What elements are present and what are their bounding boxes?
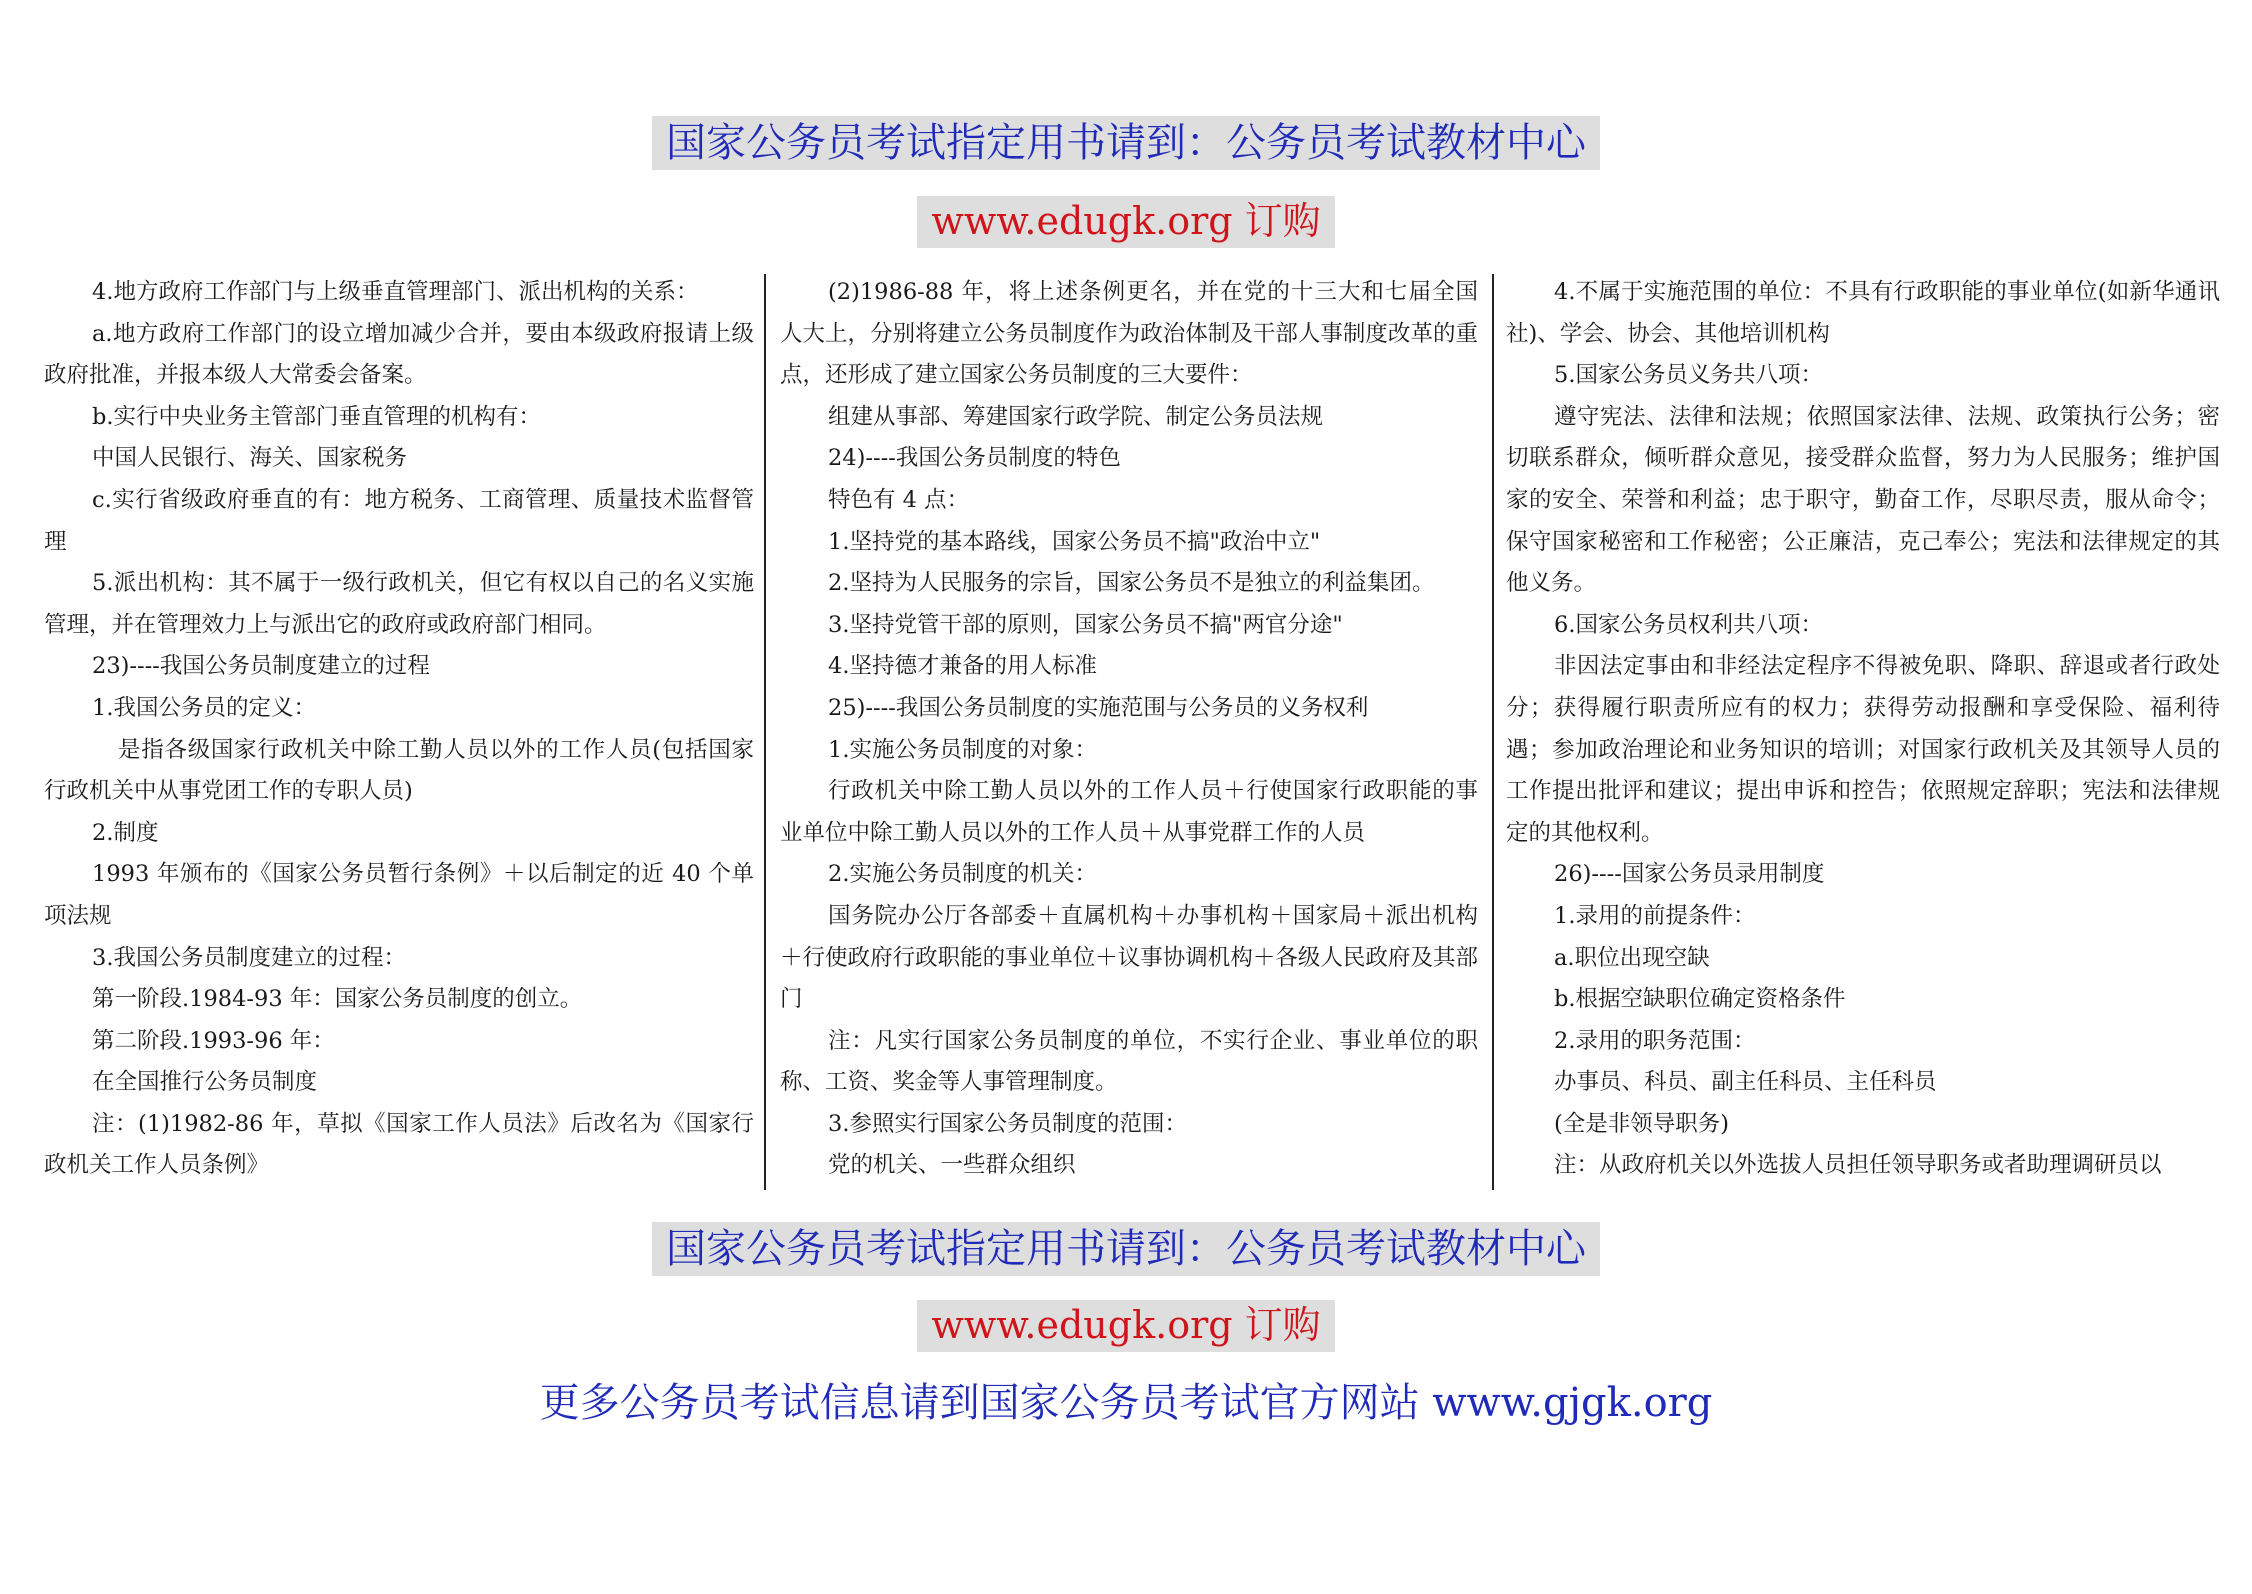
paragraph: 4.地方政府工作部门与上级垂直管理部门、派出机构的关系： xyxy=(92,279,699,305)
paragraph: 6.国家公务员权利共八项： xyxy=(1554,611,1823,638)
column-left xyxy=(44,272,754,1192)
paragraph: 5.国家公务员义务共八项： xyxy=(1554,362,1823,389)
paragraph: 3.坚持党管干部的原则，国家公务员不搞"两官分途" xyxy=(828,611,1343,638)
footer-banner-url xyxy=(0,1300,2252,1352)
section-heading: 24)----我国公务员制度的特色 xyxy=(828,445,1121,472)
paragraph: 3.参照实行国家公务员制度的范围： xyxy=(828,1110,1187,1137)
paragraph: b.实行中央业务主管部门垂直管理的机构有： xyxy=(92,403,542,430)
footer-banner-title xyxy=(0,1222,2252,1276)
paragraph: 党的机关、一些群众组织 xyxy=(828,1152,1076,1179)
footer-more-info xyxy=(0,1378,2252,1428)
column-divider xyxy=(764,274,766,1190)
paragraph: 组建从事部、筹建国家行政学院、制定公务员法规 xyxy=(828,403,1324,430)
paragraph: 1.坚持党的基本路线，国家公务员不搞"政治中立" xyxy=(828,528,1321,555)
paragraph: 2.录用的职务范围： xyxy=(1554,1027,1756,1054)
paragraph: 4.不属于实施范围的单位：不具有行政职能的事业单位(如新华通讯社)、学会、协会、其他培训机构 xyxy=(1506,279,2220,347)
paragraph: a.职位出现空缺 xyxy=(1554,944,1710,971)
column-middle xyxy=(780,272,1478,1192)
header-banner-url xyxy=(0,196,2252,248)
paragraph: 中国人民银行、海关、国家税务 xyxy=(92,445,408,472)
paragraph: 3.我国公务员制度建立的过程： xyxy=(92,944,406,971)
paragraph: 第一阶段.1984-93 年：国家公务员制度的创立。 xyxy=(92,986,583,1013)
paragraph: b.根据空缺职位确定资格条件 xyxy=(1554,986,1846,1013)
paragraph: 注：从政府机关以外选拔人员担任领导职务或者助理调研员以 xyxy=(1554,1152,2162,1179)
paragraph: 2.实施公务员制度的机关： xyxy=(828,861,1097,888)
paragraph: 非因法定事由和非经法定程序不得被免职、降职、辞退或者行政处分；获得履行职责所应有的权力；获得劳动报酬和享受保险、福利待遇；参加政治理论和业务知识的培训；对国家行政机关及其领导人员的工作提出批评和建议；提出申诉和控告；依照规定辞职；宪法和法律规定的其他权利。 xyxy=(1506,653,2220,846)
paragraph: 行政机关中除工勤人员以外的工作人员＋行使国家行政职能的事业单位中除工勤人员以外的工作人员＋从事党群工作的人员 xyxy=(780,778,1478,846)
paragraph: c.实行省级政府垂直的有：地方税务、工商管理、质量技术监督管理 xyxy=(44,486,754,555)
header-banner-title xyxy=(0,116,2252,170)
content-columns xyxy=(44,272,2220,1192)
section-heading: 26)----国家公务员录用制度 xyxy=(1554,861,1825,888)
paragraph: 1.录用的前提条件： xyxy=(1554,902,1756,929)
paragraph: 是指各级国家行政机关中除工勤人员以外的工作人员(包括国家行政机关中从事党团工作的专职人员) xyxy=(44,736,754,805)
paragraph: 特色有 4 点： xyxy=(828,486,970,513)
header-url-link[interactable]: www.edugk.org 订购 xyxy=(917,196,1334,248)
paragraph: (2)1986-88 年，将上述条例更名，并在党的十三大和七届全国人大上，分别将建立公务员制度作为政治体制及干部人事制度改革的重点，还形成了建立国家公务员制度的三大要件： xyxy=(780,279,1478,389)
paragraph: 1.我国公务员的定义： xyxy=(92,694,316,721)
paragraph: 1.实施公务员制度的对象： xyxy=(828,736,1097,763)
column-divider xyxy=(1492,274,1494,1190)
footer-more-info-link[interactable]: 更多公务员考试信息请到国家公务员考试官方网站 www.gjgk.org xyxy=(539,1380,1713,1426)
paragraph: 注：凡实行国家公务员制度的单位，不实行企业、事业单位的职称、工资、奖金等人事管理制度。 xyxy=(780,1027,1478,1096)
paragraph: 1993 年颁布的《国家公务员暂行条例》＋以后制定的近 40 个单项法规 xyxy=(44,861,754,929)
paragraph: a.地方政府工作部门的设立增加减少合并，要由本级政府报请上级政府批准，并报本级人大常委会备案。 xyxy=(44,320,754,389)
paragraph: 4.坚持德才兼备的用人标准 xyxy=(828,653,1097,680)
paragraph: 注：(1)1982-86 年，草拟《国家工作人员法》后改名为《国家行政机关工作人员条例》 xyxy=(44,1110,754,1179)
paragraph: 遵守宪法、法律和法规；依照国家法律、法规、政策执行公务；密切联系群众，倾听群众意见，接受群众监督，努力为人民服务；维护国家的安全、荣誉和利益；忠于职守，勤奋工作，尽职尽责，服从命令；保守国家秘密和工作秘密；公正廉洁，克己奉公；宪法和法律规定的其他义务。 xyxy=(1506,403,2220,597)
paragraph: 第二阶段.1993-96 年： xyxy=(92,1027,335,1054)
paragraph: 5.派出机构：其不属于一级行政机关，但它有权以自己的名义实施管理，并在管理效力上与派出它的政府或政府部门相同。 xyxy=(44,570,754,638)
paragraph: (全是非领导职务) xyxy=(1554,1110,1730,1137)
paragraph: 在全国推行公务员制度 xyxy=(92,1069,318,1096)
footer-url-link[interactable]: www.edugk.org 订购 xyxy=(917,1300,1334,1352)
footer-title-text: 国家公务员考试指定用书请到：公务员考试教材中心 xyxy=(652,1222,1600,1276)
section-heading: 23)----我国公务员制度建立的过程 xyxy=(92,653,430,680)
paragraph: 国务院办公厅各部委＋直属机构＋办事机构＋国家局＋派出机构＋行使政府行政职能的事业单位＋议事协调机构＋各级人民政府及其部门 xyxy=(780,902,1478,1013)
paragraph: 2.制度 xyxy=(92,819,159,846)
section-heading: 25)----我国公务员制度的实施范围与公务员的义务权利 xyxy=(828,694,1369,721)
header-title-text: 国家公务员考试指定用书请到：公务员考试教材中心 xyxy=(652,116,1600,170)
paragraph: 办事员、科员、副主任科员、主任科员 xyxy=(1554,1069,1937,1096)
paragraph: 2.坚持为人民服务的宗旨，国家公务员不是独立的利益集团。 xyxy=(828,570,1435,597)
column-right xyxy=(1506,272,2220,1192)
